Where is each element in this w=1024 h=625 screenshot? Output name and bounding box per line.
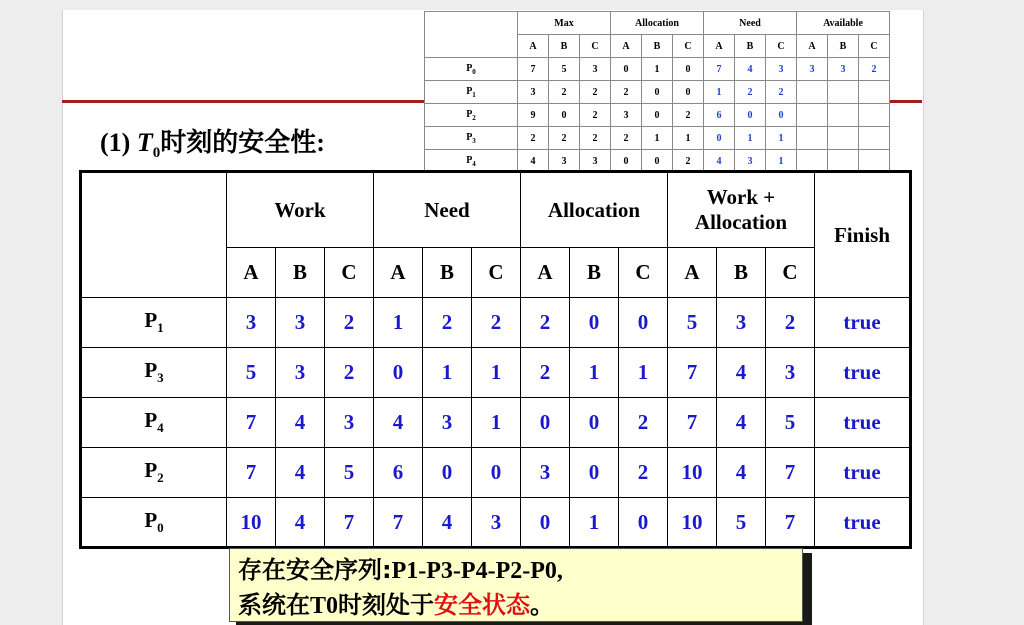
process-index: 1: [157, 320, 164, 336]
wa-cell: 2: [766, 298, 815, 348]
work-cell: 3: [325, 398, 374, 448]
reference-row: [425, 81, 890, 104]
ref-alloc-cell: 3: [611, 104, 642, 127]
safety-corner: [81, 172, 227, 298]
ref-alloc-cell: 0: [642, 104, 673, 127]
need-cell: 1: [472, 348, 521, 398]
ref-need-cell: 6: [704, 104, 735, 127]
work-cell: 4: [276, 398, 325, 448]
process-index: 2: [157, 470, 164, 486]
ref-avail-cell: [797, 127, 828, 150]
ref-need-cell: 7: [704, 58, 735, 81]
ref-process-name: [425, 104, 518, 127]
ref-max-cell: 2: [518, 127, 549, 150]
ref-col: B: [642, 35, 673, 58]
safety-header-row: [81, 172, 911, 248]
ref-avail-cell: [828, 127, 859, 150]
header-wa-line2: Allocation: [694, 210, 788, 234]
conclusion-line2-end: 。: [530, 591, 555, 619]
ref-max-cell: 2: [549, 127, 580, 150]
ref-max-cell: 9: [518, 104, 549, 127]
ref-col: A: [704, 35, 735, 58]
wa-cell: 7: [668, 398, 717, 448]
ref-need-cell: 3: [766, 58, 797, 81]
reference-group-row: [425, 12, 890, 35]
alloc-cell: 0: [570, 298, 619, 348]
ref-alloc-cell: 0: [673, 58, 704, 81]
ref-avail-cell: [859, 104, 890, 127]
need-cell: 6: [374, 448, 423, 498]
ref-max-cell: 5: [549, 58, 580, 81]
ref-col: C: [859, 35, 890, 58]
safety-row: [81, 348, 911, 398]
need-cell: 1: [374, 298, 423, 348]
ref-col: B: [549, 35, 580, 58]
alloc-cell: 0: [570, 448, 619, 498]
ref-process-name: [425, 127, 518, 150]
process-index: 0: [157, 520, 164, 536]
process-letter: P: [144, 458, 158, 483]
process-name: [81, 398, 227, 448]
ref-need-cell: 0: [766, 104, 797, 127]
ref-need-cell: 1: [766, 150, 797, 173]
finish-cell: true: [815, 498, 911, 548]
col-label: A: [521, 248, 570, 298]
wa-cell: 10: [668, 448, 717, 498]
ref-max-cell: 3: [580, 150, 611, 173]
ref-col: A: [518, 35, 549, 58]
col-label: C: [766, 248, 815, 298]
ref-avail-cell: 3: [828, 58, 859, 81]
ref-need-cell: 2: [735, 81, 766, 104]
safe-sequence: P1-P3-P4-P2-P0,: [391, 558, 563, 584]
reference-corner: [425, 12, 518, 58]
ref-avail-cell: [797, 104, 828, 127]
conclusion-line1-text: 存在安全序列:: [238, 556, 392, 584]
alloc-cell: 2: [619, 448, 668, 498]
ref-avail-cell: [859, 127, 890, 150]
ref-alloc-cell: 1: [642, 58, 673, 81]
safety-row: [81, 398, 911, 448]
section-rest: 时刻的安全性:: [160, 128, 325, 157]
col-label: A: [374, 248, 423, 298]
ref-process-letter: P: [466, 85, 473, 97]
ref-group-allocation: Allocation: [611, 12, 704, 35]
ref-need-cell: 4: [735, 58, 766, 81]
alloc-cell: 2: [619, 398, 668, 448]
conclusion-line-2: [238, 588, 802, 623]
col-label: C: [619, 248, 668, 298]
col-label: B: [423, 248, 472, 298]
alloc-cell: 2: [521, 348, 570, 398]
ref-process-letter: P: [466, 62, 473, 74]
safety-table: [79, 170, 912, 549]
ref-group-need: Need: [704, 12, 797, 35]
ref-process-index: 0: [472, 67, 476, 76]
finish-cell: true: [815, 298, 911, 348]
ref-alloc-cell: 1: [673, 127, 704, 150]
ref-need-cell: 4: [704, 150, 735, 173]
ref-process-letter: P: [466, 131, 473, 143]
col-label: C: [325, 248, 374, 298]
section-t: T: [136, 128, 153, 157]
ref-process-index: 2: [472, 113, 476, 122]
wa-cell: 3: [717, 298, 766, 348]
col-label: B: [276, 248, 325, 298]
process-index: 3: [157, 370, 164, 386]
process-letter: P: [144, 507, 158, 532]
wa-cell: 7: [668, 348, 717, 398]
ref-max-cell: 0: [549, 104, 580, 127]
reference-body: [425, 58, 890, 173]
need-cell: 0: [472, 448, 521, 498]
work-cell: 5: [325, 448, 374, 498]
header-allocation: Allocation: [521, 172, 668, 248]
process-letter: P: [144, 408, 158, 433]
work-cell: 4: [276, 498, 325, 548]
ref-col: C: [673, 35, 704, 58]
work-cell: 10: [227, 498, 276, 548]
ref-need-cell: 1: [704, 81, 735, 104]
ref-alloc-cell: 1: [642, 127, 673, 150]
ref-col: A: [797, 35, 828, 58]
ref-process-index: 3: [472, 136, 476, 145]
wa-cell: 4: [717, 398, 766, 448]
finish-cell: true: [815, 448, 911, 498]
safety-body: [81, 298, 911, 548]
work-cell: 5: [227, 348, 276, 398]
wa-cell: 5: [717, 498, 766, 548]
ref-process-letter: P: [466, 154, 473, 166]
wa-cell: 7: [766, 498, 815, 548]
alloc-cell: 0: [521, 398, 570, 448]
work-cell: 4: [276, 448, 325, 498]
wa-cell: 4: [717, 448, 766, 498]
process-name: [81, 498, 227, 548]
safety-row: [81, 298, 911, 348]
need-cell: 3: [423, 398, 472, 448]
wa-cell: 10: [668, 498, 717, 548]
ref-need-cell: 1: [766, 127, 797, 150]
wa-cell: 4: [717, 348, 766, 398]
ref-group-max: Max: [518, 12, 611, 35]
ref-max-cell: 2: [549, 81, 580, 104]
col-label: A: [227, 248, 276, 298]
process-name: [81, 298, 227, 348]
ref-max-cell: 3: [580, 58, 611, 81]
col-label: C: [472, 248, 521, 298]
alloc-cell: 0: [619, 298, 668, 348]
ref-col: B: [735, 35, 766, 58]
reference-table: [424, 11, 890, 173]
work-cell: 3: [276, 298, 325, 348]
ref-max-cell: 7: [518, 58, 549, 81]
ref-avail-cell: [797, 81, 828, 104]
safety-row: [81, 448, 911, 498]
header-work-plus-allocation: [668, 172, 815, 248]
alloc-cell: 0: [521, 498, 570, 548]
ref-need-cell: 2: [766, 81, 797, 104]
ref-alloc-cell: 0: [642, 81, 673, 104]
ref-avail-cell: 3: [797, 58, 828, 81]
need-cell: 0: [423, 448, 472, 498]
ref-process-letter: P: [466, 108, 473, 120]
need-cell: 0: [374, 348, 423, 398]
ref-alloc-cell: 0: [611, 58, 642, 81]
need-cell: 4: [423, 498, 472, 548]
ref-alloc-cell: 2: [673, 104, 704, 127]
wa-cell: 3: [766, 348, 815, 398]
section-title: [100, 122, 325, 162]
alloc-cell: 3: [521, 448, 570, 498]
wa-cell: 5: [766, 398, 815, 448]
ref-max-cell: 2: [580, 104, 611, 127]
ref-max-cell: 2: [580, 81, 611, 104]
reference-row: [425, 104, 890, 127]
conclusion-line2-b: 时刻处于: [338, 591, 435, 619]
ref-need-cell: 3: [735, 150, 766, 173]
ref-avail-cell: 2: [859, 58, 890, 81]
ref-process-index: 4: [472, 159, 476, 168]
header-work: Work: [227, 172, 374, 248]
alloc-cell: 1: [570, 498, 619, 548]
header-need: Need: [374, 172, 521, 248]
alloc-cell: 0: [619, 498, 668, 548]
ref-process-name: [425, 58, 518, 81]
col-label: B: [570, 248, 619, 298]
col-label: A: [668, 248, 717, 298]
need-cell: 2: [472, 298, 521, 348]
ref-max-cell: 2: [580, 127, 611, 150]
header-finish: Finish: [815, 172, 911, 298]
alloc-cell: 0: [570, 398, 619, 448]
work-cell: 3: [276, 348, 325, 398]
ref-col: C: [766, 35, 797, 58]
section-number: (1): [100, 128, 137, 157]
ref-need-cell: 1: [735, 127, 766, 150]
safe-state-highlight: 安全状态: [434, 591, 531, 619]
header-wa-line1: Work +: [706, 185, 776, 209]
ref-alloc-cell: 2: [673, 150, 704, 173]
ref-alloc-cell: 0: [673, 81, 704, 104]
ref-max-cell: 3: [549, 150, 580, 173]
ref-alloc-cell: 2: [611, 127, 642, 150]
work-cell: 7: [227, 448, 276, 498]
alloc-cell: 1: [619, 348, 668, 398]
ref-avail-cell: [828, 81, 859, 104]
ref-group-available: Available: [797, 12, 890, 35]
process-name: [81, 348, 227, 398]
conclusion-line2-a: 系统在: [238, 591, 310, 619]
process-name: [81, 448, 227, 498]
section-t-sub: 0: [152, 145, 161, 162]
process-letter: P: [144, 308, 158, 333]
ref-alloc-cell: 2: [611, 81, 642, 104]
conclusion-box: [229, 548, 803, 622]
ref-process-name: [425, 81, 518, 104]
work-cell: 7: [227, 398, 276, 448]
need-cell: 7: [374, 498, 423, 548]
work-cell: 2: [325, 298, 374, 348]
finish-cell: true: [815, 398, 911, 448]
ref-alloc-cell: 0: [642, 150, 673, 173]
need-cell: 1: [472, 398, 521, 448]
safety-row: [81, 498, 911, 548]
process-index: 4: [157, 420, 164, 436]
need-cell: 3: [472, 498, 521, 548]
work-cell: 3: [227, 298, 276, 348]
conclusion-t0: T0: [310, 593, 339, 619]
need-cell: 2: [423, 298, 472, 348]
wa-cell: 7: [766, 448, 815, 498]
need-cell: 4: [374, 398, 423, 448]
work-cell: 2: [325, 348, 374, 398]
reference-row: [425, 127, 890, 150]
ref-max-cell: 3: [518, 81, 549, 104]
ref-avail-cell: [859, 81, 890, 104]
work-cell: 7: [325, 498, 374, 548]
ref-alloc-cell: 0: [611, 150, 642, 173]
need-cell: 1: [423, 348, 472, 398]
finish-cell: true: [815, 348, 911, 398]
ref-col: C: [580, 35, 611, 58]
ref-avail-cell: [828, 104, 859, 127]
process-letter: P: [144, 358, 158, 383]
alloc-cell: 2: [521, 298, 570, 348]
col-label: B: [717, 248, 766, 298]
wa-cell: 5: [668, 298, 717, 348]
conclusion-line-1: [238, 553, 802, 588]
ref-col: A: [611, 35, 642, 58]
ref-max-cell: 4: [518, 150, 549, 173]
alloc-cell: 1: [570, 348, 619, 398]
ref-need-cell: 0: [704, 127, 735, 150]
reference-row: [425, 58, 890, 81]
ref-need-cell: 0: [735, 104, 766, 127]
ref-col: B: [828, 35, 859, 58]
ref-process-index: 1: [472, 90, 476, 99]
